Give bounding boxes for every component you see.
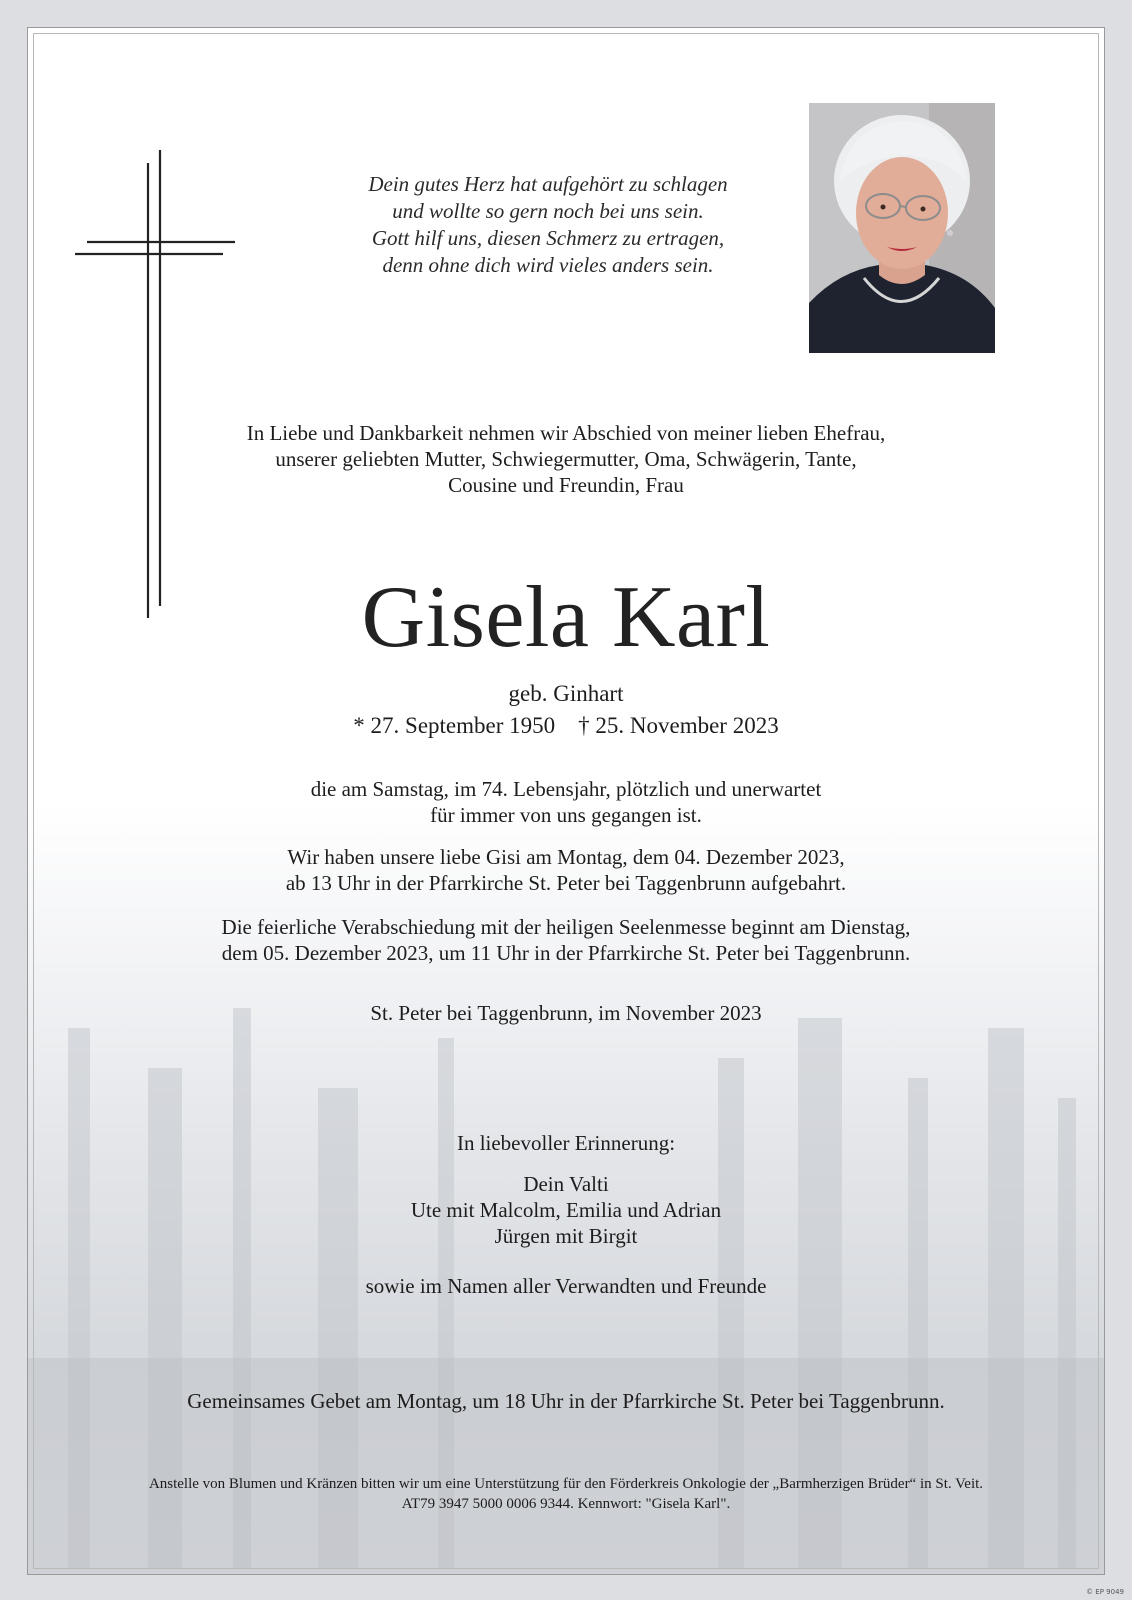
donation-line: Anstelle von Blumen und Kränzen bitten wir um eine Unterstützung für den Förderkreis Onkologie der „Barmherzigen Brüder“ in St. Veit. xyxy=(148,1476,984,1492)
birth-name: geb. Ginhart xyxy=(508,681,624,706)
poem-line: und wollte so gern noch bei uns sein. xyxy=(392,199,704,223)
prayer-notice: Gemeinsames Gebet am Montag, um 18 Uhr in der Pfarrkirche St. Peter bei Taggenbrunn. xyxy=(187,1389,945,1413)
viewing-line: ab 13 Uhr in der Pfarrkirche St. Peter bei Taggenbrunn aufgebahrt. xyxy=(285,871,847,895)
life-dates xyxy=(28,678,1104,742)
farewell-intro xyxy=(28,420,1104,498)
ceremony-line: dem 05. Dezember 2023, um 11 Uhr in der Pfarrkirche St. Peter bei Taggenbrunn. xyxy=(221,941,911,965)
remembrance-heading: In liebevoller Erinnerung: xyxy=(456,1131,676,1155)
donation-line: AT79 3947 5000 0006 9344. Kennwort: "Gisela Karl". xyxy=(401,1496,731,1512)
relatives-note: sowie im Namen aller Verwandten und Freunde xyxy=(365,1274,767,1298)
place-date: St. Peter bei Taggenbrunn, im November 2023 xyxy=(370,1001,762,1025)
portrait-photo xyxy=(809,103,995,353)
passing-notice xyxy=(28,776,1104,828)
birth-date: * 27. September 1950 xyxy=(353,713,556,738)
intro-line: unserer geliebten Mutter, Schwiegermutter, Oma, Schwägerin, Tante, xyxy=(275,447,857,471)
passing-line: die am Samstag, im 74. Lebensjahr, plötzlich und unerwartet xyxy=(310,777,822,801)
mourners-list xyxy=(28,1171,1104,1249)
passing-line: für immer von uns gegangen ist. xyxy=(430,803,702,827)
dates-line xyxy=(28,710,1104,742)
donation-notice xyxy=(28,1474,1104,1514)
intro-line: In Liebe und Dankbarkeit nehmen wir Abschied von meiner lieben Ehefrau, xyxy=(246,421,886,445)
mourner-item: Dein Valti xyxy=(523,1172,609,1196)
mourner-item: Jürgen mit Birgit xyxy=(494,1224,638,1248)
mourner-item: Ute mit Malcolm, Emilia und Adrian xyxy=(410,1198,722,1222)
poem-line: denn ohne dich wird vieles anders sein. xyxy=(382,253,714,277)
ceremony-notice xyxy=(28,914,1104,966)
print-code: © EP 9049 xyxy=(1086,1588,1124,1596)
deceased-name: Gisela Karl xyxy=(361,569,771,666)
obituary-sheet xyxy=(27,27,1105,1575)
memorial-poem xyxy=(278,171,818,279)
viewing-line: Wir haben unsere liebe Gisi am Montag, dem 04. Dezember 2023, xyxy=(287,845,845,869)
intro-line: Cousine und Freundin, Frau xyxy=(448,473,684,497)
ceremony-line: Die feierliche Verabschiedung mit der heiligen Seelenmesse beginnt am Dienstag, xyxy=(221,915,911,939)
death-date: † 25. November 2023 xyxy=(578,713,779,738)
poem-line: Dein gutes Herz hat aufgehört zu schlagen xyxy=(368,172,728,196)
viewing-notice xyxy=(28,844,1104,896)
poem-line: Gott hilf uns, diesen Schmerz zu ertragen, xyxy=(371,226,725,250)
